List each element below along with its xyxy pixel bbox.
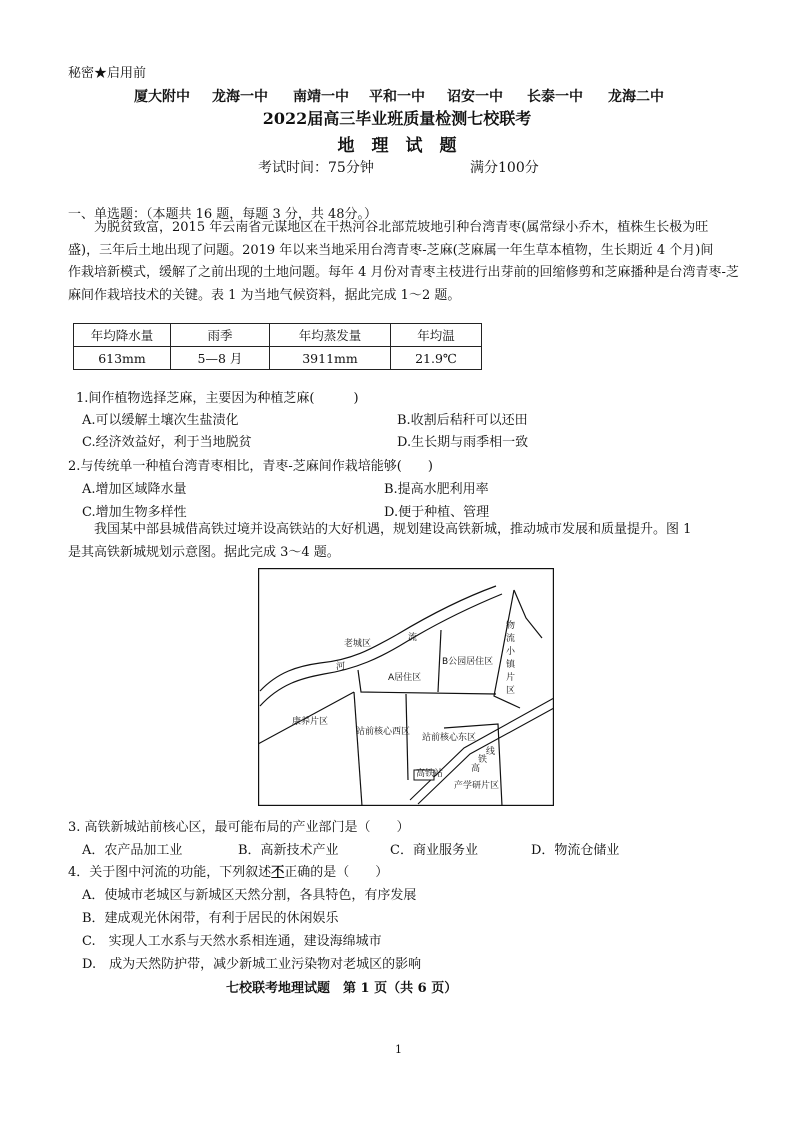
section-title: 一、单选题：（本题共 16 题，每题 3 分，共 48分。） [68,207,378,222]
table-header: 雨季 [171,324,270,347]
q4-option-c: C. 实现人工水系与天然水系相连通，建设海绵城市 [82,934,382,949]
map-label: 老城区 [344,639,372,649]
map-label: 康养片区 [292,717,329,727]
intro2-paragraph [68,519,744,564]
school-6: 长泰一中 [527,89,583,105]
map-label: 片 [506,673,516,683]
q4-stem-after: 正确的是（ ） [284,865,389,880]
q1-option-d: D.生长期与雨季相一致 [397,435,529,450]
map-label: 流 [506,634,516,644]
school-7: 龙海二中 [608,89,664,105]
full-score: 满分100分 [470,160,539,176]
intro-line: 盛)，三年后土地出现了问题。2019 年以来当地采用台湾青枣-芝麻(芝麻属一年生草本植物，生长期近 4 个月)间 [68,242,714,258]
table-header: 年均降水量 [74,324,171,347]
q3-option-c: C．商业服务业 [390,843,478,858]
table-cell: 21.9℃ [391,347,482,370]
school-2: 龙海一中 [212,89,268,105]
map-label: 铁 [478,755,488,765]
map-label: 物 [506,621,516,631]
intro2-line: 我国某中部县城借高铁过境并设高铁站的大好机遇，规划建设高铁新城，推动城市发展和质量提升。图 1 [94,522,692,537]
intro-line: 作栽培新模式，缓解了之前出现的土地问题。每年 4 月份对青枣主枝进行出芽前的回缩修剪和芝麻播种是台湾青枣-芝 [68,265,739,280]
map-label: 镇 [506,660,516,670]
q4-option-a: A．使城市老城区与新城区天然分割，各具特色，有序发展 [82,888,417,903]
table-cell: 613mm [74,347,171,370]
map-label: A居住区 [388,673,422,683]
q1-option-b: B.收割后秸秆可以还田 [397,413,528,428]
q2-option-d: D.便于种植、管理 [384,505,490,520]
q3-option-d: D．物流仓储业 [531,843,620,858]
secret-label: 秘密★启用前 [68,66,147,81]
map-label: 高 [471,764,481,774]
page-number: 1 [395,1043,402,1056]
page-info: 七校联考地理试题 第 1 页（共 6 页） [226,981,458,996]
high-speed-rail-new-town-map [258,568,554,806]
table-cell: 5—8 月 [171,347,270,370]
q1-option-c: C.经济效益好，利于当地脱贫 [82,435,252,450]
q1-option-a: A.可以缓解土壤次生盐渍化 [82,413,239,428]
climate-table [73,323,482,370]
exam-time: 考试时间：75分钟 [258,160,374,176]
intro2-line: 是其高铁新城规划示意图。据此完成 3～4 题。 [68,544,340,560]
q4-stem-emphasis: 不 [271,865,285,880]
school-5: 诏安一中 [447,89,503,105]
q4-stem-before: 4．关于图中河流的功能，下列叙述 [68,865,272,880]
table-row [74,347,482,370]
q4-option-b: B．建成观光休闲带，有利于居民的休闲娱乐 [82,911,339,926]
table-header-row [74,324,482,347]
map-label: 高铁站 [416,769,444,779]
school-4: 平和一中 [369,89,425,105]
intro-paragraph [68,217,744,307]
table-header: 年均温 [391,324,482,347]
q2-stem: 2.与传统单一种植台湾青枣相比，青枣-芝麻间作栽培能够( ) [68,459,433,474]
q2-option-a: A.增加区域降水量 [82,482,187,497]
q4-option-d: D. 成为天然防护带，减少新城工业污染物对老城区的影响 [82,957,422,972]
map-label: 线 [486,747,496,757]
map-label: 河 [336,662,346,672]
q4-stem [68,861,388,880]
map-label: 小 [506,647,516,657]
map-label: 流 [408,633,418,643]
exam-title: 2022届高三毕业班质量检测七校联考 [262,109,532,128]
school-3: 南靖一中 [293,89,349,105]
table-cell: 3911mm [270,347,391,370]
q3-option-a: A．农产品加工业 [82,843,183,858]
q3-stem: 3. 高铁新城站前核心区，最可能布局的产业部门是（ ） [68,820,410,835]
q1-stem: 1.间作植物选择芝麻，主要因为种植芝麻( ) [76,391,359,406]
subject-title: 地 理 试 题 [337,136,457,156]
map-label: 站前核心西区 [356,727,411,737]
school-1: 厦大附中 [134,89,190,105]
map-label: 站前核心东区 [422,733,477,743]
q3-option-b: B．高新技术产业 [238,843,339,858]
intro-line: 为脱贫致富，2015 年云南省元谋地区在干热河谷北部荒坡地引种台湾青枣(属常绿小乔木，植株生长极为旺 [94,220,709,235]
table-header: 年均蒸发量 [270,324,391,347]
q2-option-b: B.提高水肥利用率 [384,482,489,497]
map-label: B公园居住区 [442,657,494,667]
intro-line: 麻间作栽培技术的关键。表 1 为当地气候资料，据此完成 1～2 题。 [68,287,461,303]
map-label: 区 [506,686,516,696]
q2-option-c: C.增加生物多样性 [82,505,187,520]
map-label: 产学研片区 [454,781,500,791]
